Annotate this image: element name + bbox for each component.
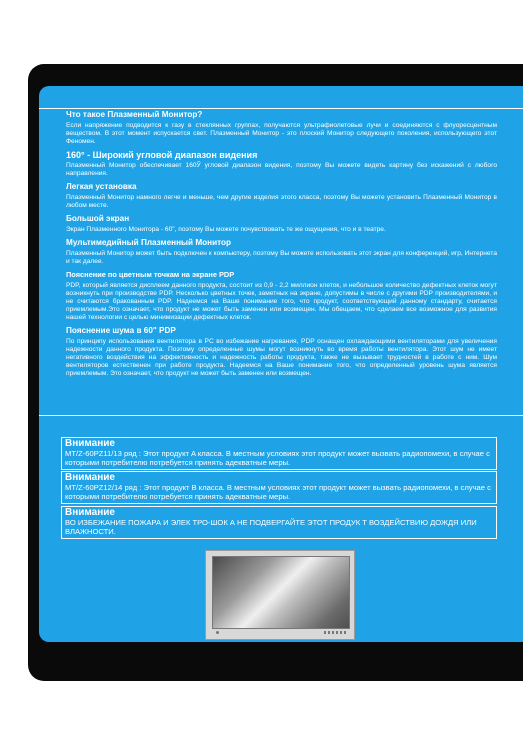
warnings-divider [39,415,523,416]
section-heading-noise: Пояснение шума в 60" PDP [66,326,176,335]
section-heading-what-is-plasma: Что такое Плазменный Монитор? [66,110,203,119]
warning-text: MT/Z-60PZ12/14 ряд : Этот продукт B класса. В местным условиях этот продукт может вызвать радиопомехи, в случае с которыми потребителю потребуется принять адекватные меры. [65,483,491,501]
warning-text: MT/Z-60PZ11/13 ряд : Этот продукт A класса. В местным условиях этот продукт может вызвать радиопомехи, в случае с которыми потребителю потребуется принять адекватные меры. [65,449,490,467]
section-text-noise: По принципу использования вентилятора в PC во избежание нагревания, PDP оснащен охлаждающими вентиляторами для увеличения надежности данного продукта. Поэтому определенные шумы могут возникнуть во время работы вентилятора. Этот шум не имеет негативного воздействия на эффективность и надежность работы продукта, также не вызывает трудностей в работе с ним. Шум вентиляторов естественен при работе продукта. Надеемся на Ваше понимание того, что определенный уровень шума является приемлемым. Это означает, что продукт не может быть заменен или возмещен. [66,338,497,377]
section-text-easy-install: Плазменный Монитор намного легче и меньше, чем другие изделия этого класса, поэтому Вы можете установить Плазменный Монитор в любом месте. [66,194,497,209]
tv-buttons [324,631,346,634]
tv-screen [212,556,350,629]
warning-box-class-a [61,437,497,470]
warning-title: Внимание [65,472,115,483]
warning-box-class-b [61,471,497,504]
plasma-tv-icon [205,550,355,640]
top-divider [39,108,523,109]
section-heading-big-screen: Большой экран [66,214,130,223]
section-text-big-screen: Экран Плазменного Монитора - 60", поэтому Вы можете почувствовать те же ощущения, что и в театре. [66,226,386,233]
section-heading-multimedia: Мультимедийный Плазменный Монитор [66,238,232,247]
section-heading-viewing-angle: 160° - Широкий угловой диапазон видения [66,150,258,160]
warning-title: Внимание [65,507,115,518]
section-text-multimedia: Плазменный Монитор может быть подключен к компьютеру, поэтому Вы можете использовать этот экран для конференций, игр, Интернета и так далее. [66,250,497,265]
section-heading-color-dots: Пояснение по цветным точкам на экране PDP [66,270,235,279]
warning-text: ВО ИЗБЕЖАНИЕ ПОЖАРА И ЭЛЕК ТРО-ШОК А НЕ ПОДВЕРГАЙТЕ ЭТОТ ПРОДУК Т ВОЗДЕЙСТВИЮ ДОЖДЯ ИЛИ ВЛАЖНОСТИ. [65,518,477,536]
section-text-viewing-angle: Плазменный Монитор обеспечивает 160Ў угловой диапазон видения, поэтому Вы можете видеть картину без искажений с любого направления. [66,162,497,177]
section-heading-easy-install: Легкая установка [66,182,137,191]
tv-power-led [216,631,219,634]
warning-title: Внимание [65,438,115,449]
section-text-what-is-plasma: Если напряжение подводится к газу в стеклянных группах, получаются ультрафиолетовые лучи и соединяются с флуоресцентным веществом. В этот момент испускается свет. Плазменный Монитор - это плоский Монитор следующего поколения, использующего этот Феномен. [66,122,497,145]
section-text-color-dots: PDP, который является дисплеем данного продукта, состоит из 0,9 - 2,2 миллион клеток, и небольшое количество дефектных клеток могут возникнуть при производстве PDP. Несколько цветных точек, заметных на экране, допустимы в числе с другими PDP производителями, и не считаются бракованным PDP. Надеемся на Ваше понимание того, что продукт, соответствующий данному стандарту, считается приемлемым.Это означает, что продукт не может быть заменен или возмещен. Мы обещаем, что сделаем все возможное для развития нашей технологии с целью минимизации дефектных клеток. [66,282,497,321]
warning-box-fire [61,506,497,539]
article [66,110,497,382]
